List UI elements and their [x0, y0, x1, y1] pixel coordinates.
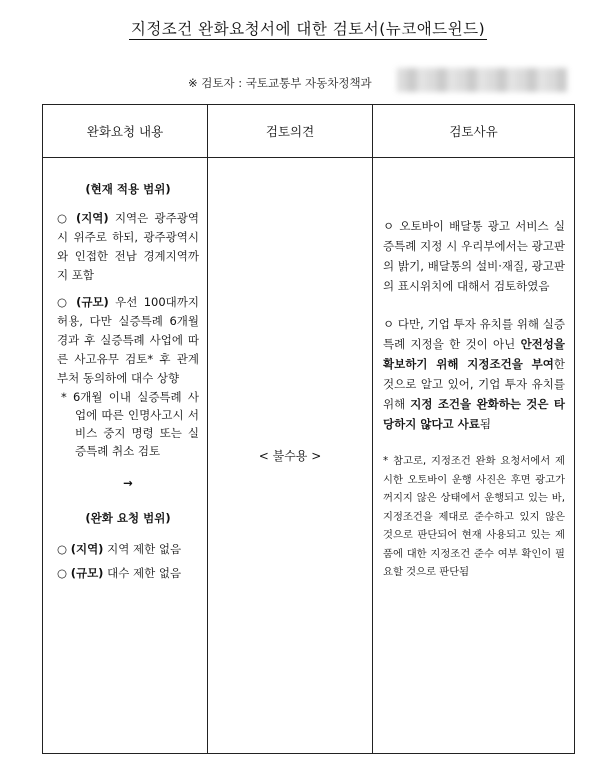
reason-note: * 참고로, 지정조건 완화 요청서에서 제시한 오토바이 운행 사진은 후면 광고가 꺼지지 않은 상태에서 운행되고 있는 바, 지정조건을 제대로 준수하고 있지 않은 것으로 판단되어 현재 사용되고 있는 제품에 대한 지정조건 준수 여부 확인이 필요할 것으로 판단됨 [383, 455, 565, 578]
redacted-name [397, 68, 567, 92]
request-cell [43, 158, 208, 754]
header-request: 완화요청 내용 [43, 105, 208, 158]
current-region-marker: ○ [57, 211, 76, 225]
header-opinion: 검토의견 [208, 105, 373, 158]
relaxed-scope-heading: (완화 요청 범위) [85, 511, 171, 525]
review-table [42, 104, 575, 754]
document-title-text: 지정조건 완화요청서에 대한 검토서(뉴코애드윈드) [130, 20, 486, 38]
header-row [43, 105, 575, 158]
content-row [43, 158, 575, 754]
reviewer-line: ※ 검토자 : 국토교통부 자동차정책과 [188, 76, 372, 90]
relaxed-region-text: 지역 제한 없음 [103, 542, 182, 556]
reason-p2-c: 한 것으로 알고 있어, 기업 투자 유치를 위해 [383, 357, 565, 411]
footnote: * 6개월 이내 실증특례 사업에 따른 인명사고시 서비스 중지 명령 또는 실증특례 취소 검토 [61, 390, 199, 458]
current-scale-text: 우선 100대까지 허용, 다만 실증특례 6개월 경과 후 실증특례 사업에 따른 사고유무 검토* 후 관계부처 동의하에 대수 상향 [57, 295, 199, 385]
current-region-text: 지역은 광주광역시 위주로 하되, 광주광역시와 인접한 전남 경계지역까지 포함 [57, 211, 199, 282]
current-scale-key: (규모) [76, 295, 109, 309]
current-scale-marker: ○ [57, 295, 77, 309]
document-title [0, 19, 616, 40]
relaxed-scale-text: 대수 제한 없음 [103, 566, 182, 580]
reason-cell [373, 158, 575, 754]
reason-p2-d: 지정 조건을 완화하는 것은 타당하지 않다고 사료 [383, 397, 565, 431]
opinion-text: < 불수용 > [258, 449, 322, 463]
relaxed-scale-key: (규모) [70, 566, 104, 580]
relaxed-scale-marker: ○ [57, 566, 71, 580]
reason-p2-b: 안전성을 확보하기 위해 지정조건을 부여 [383, 337, 565, 371]
current-scope-heading: (현재 적용 범위) [85, 182, 171, 196]
current-region-item [57, 209, 199, 285]
current-scale-item [57, 293, 199, 388]
relaxed-region-marker: ○ [57, 542, 71, 556]
reason-paragraph-2 [383, 314, 565, 434]
reason-p2-a: ㅇ 다만, 기업 투자 유치를 위해 실증특례 지정을 한 것이 아닌 [383, 317, 565, 351]
relaxed-scale-item [57, 564, 199, 583]
reason-paragraph-1: ㅇ 오토바이 배달통 광고 서비스 실증특례 지정 시 우리부에서는 광고판의 밝기, 배달통의 설비·재질, 광고판의 표시위치에 대해서 검토하였음 [383, 219, 565, 293]
opinion-cell [208, 158, 373, 754]
relaxed-region-item [57, 540, 199, 559]
reason-p2-e: 됨 [479, 417, 491, 431]
relaxed-region-key: (지역) [70, 542, 104, 556]
arrow: → [123, 476, 133, 490]
current-region-key: (지역) [75, 211, 109, 225]
header-reason: 검토사유 [373, 105, 575, 158]
